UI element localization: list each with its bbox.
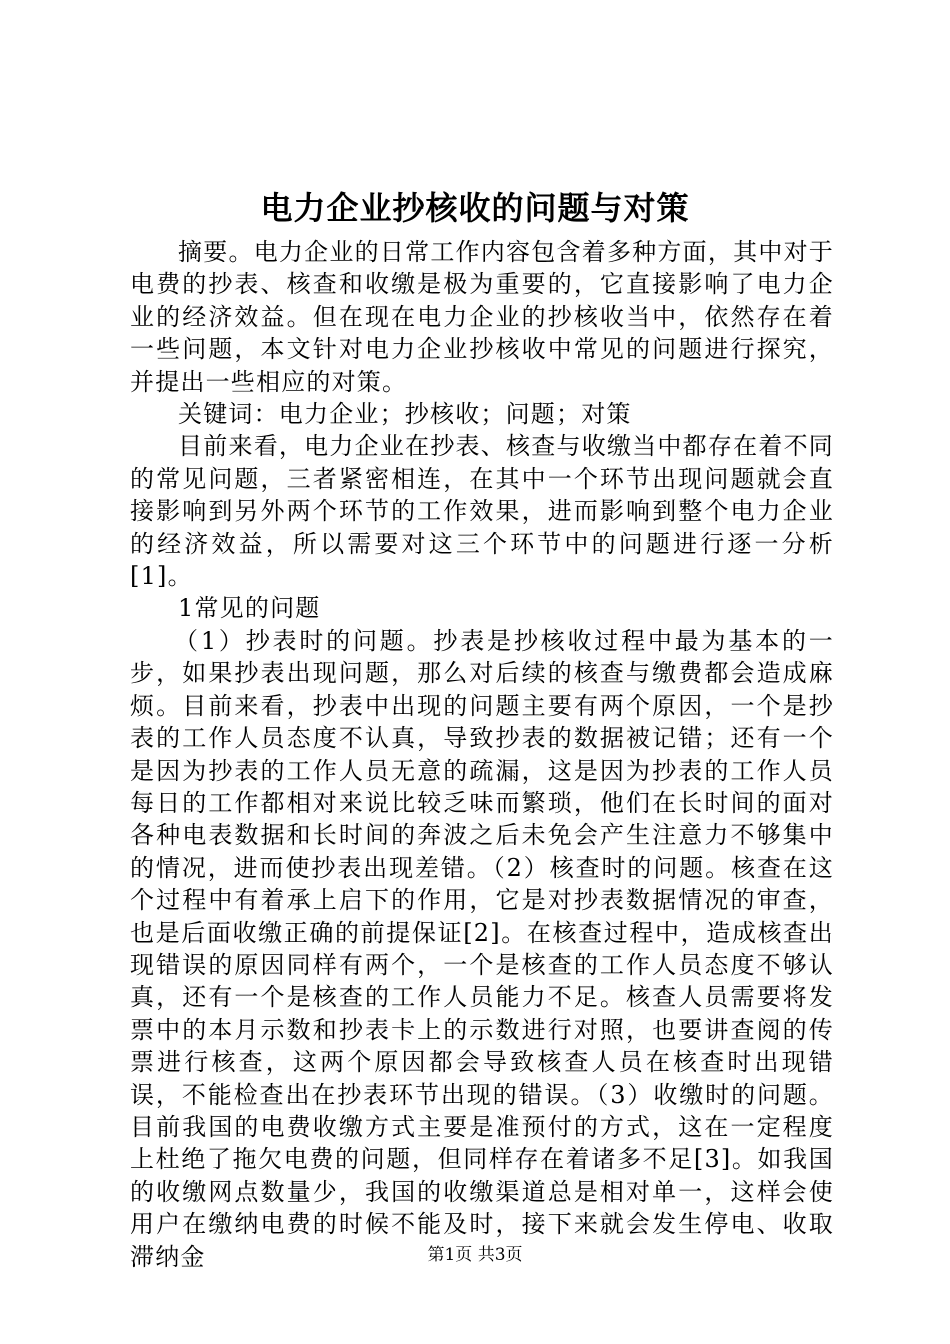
document-body (130, 236, 834, 1273)
page-footer: 第1页 共3页 (427, 1245, 523, 1265)
intro-paragraph: 目前来看，电力企业在抄表、核查与收缴当中都存在着不同的常见问题，三者紧密相连，在其中一个环节出现问题就会直接影响到另外两个环节的工作效果，进而影响到整个电力企业的经济效益，所以需要对这三个环节中的问题进行逐一分析[1]。 (130, 432, 834, 591)
section-heading: 1常见的问题 (178, 594, 321, 623)
abstract-paragraph: 摘要。电力企业的日常工作内容包含着多种方面，其中对于电费的抄表、核查和收缴是极为重要的，它直接影响了电力企业的经济效益。但在现在电力企业的抄核收当中，依然存在着一些问题，本文针对电力企业抄核收中常见的问题进行探究，并提出一些相应的对策。 (130, 238, 834, 396)
keywords-paragraph: 关键词：电力企业；抄核收；问题；对策 (178, 400, 632, 429)
section-body-paragraph: （1）抄表时的问题。抄表是抄核收过程中最为基本的一步，如果抄表出现问题，那么对后续的核查与缴费都会造成麻烦。目前来看，抄表中出现的问题主要有两个原因，一个是抄表的工作人员态度不认真，导致抄表的数据被记错；还有一个是因为抄表的工作人员无意的疏漏，这是因为抄表的工作人员每日的工作都相对来说比较乏味而繁琐，他们在长时间的面对各种电表数据和长时间的奔波之后未免会产生注意力不够集中的情况，进而使抄表出现差错。（2）核查时的问题。核查在这个过程中有着承上启下的作用，它是对抄表数据情况的审查，也是后面收缴正确的前提保证[2]。在核查过程中，造成核查出现错误的原因同样有两个，一个是核查的工作人员态度不够认真，还有一个是核查的工作人员能力不足。核查人员需要将发票中的本月示数和抄表卡上的示数进行对照，也要讲查阅的传票进行核查，这两个原因都会导致核查人员在核查时出现错误，不能检查出在抄表环节出现的错误。（3）收缴时的问题。目前我国的电费收缴方式主要是准预付的方式，这在一定程度上杜绝了拖欠电费的问题，但同样存在着诸多不足[3]。如我国的收缴网点数量少，我国的收缴渠道总是相对单一，这样会使用户在缴纳电费的时候不能及时，接下来就会发生停电、收取滞纳金 (130, 626, 834, 1271)
document-title: 电力企业抄核收的问题与对策 (260, 189, 690, 227)
